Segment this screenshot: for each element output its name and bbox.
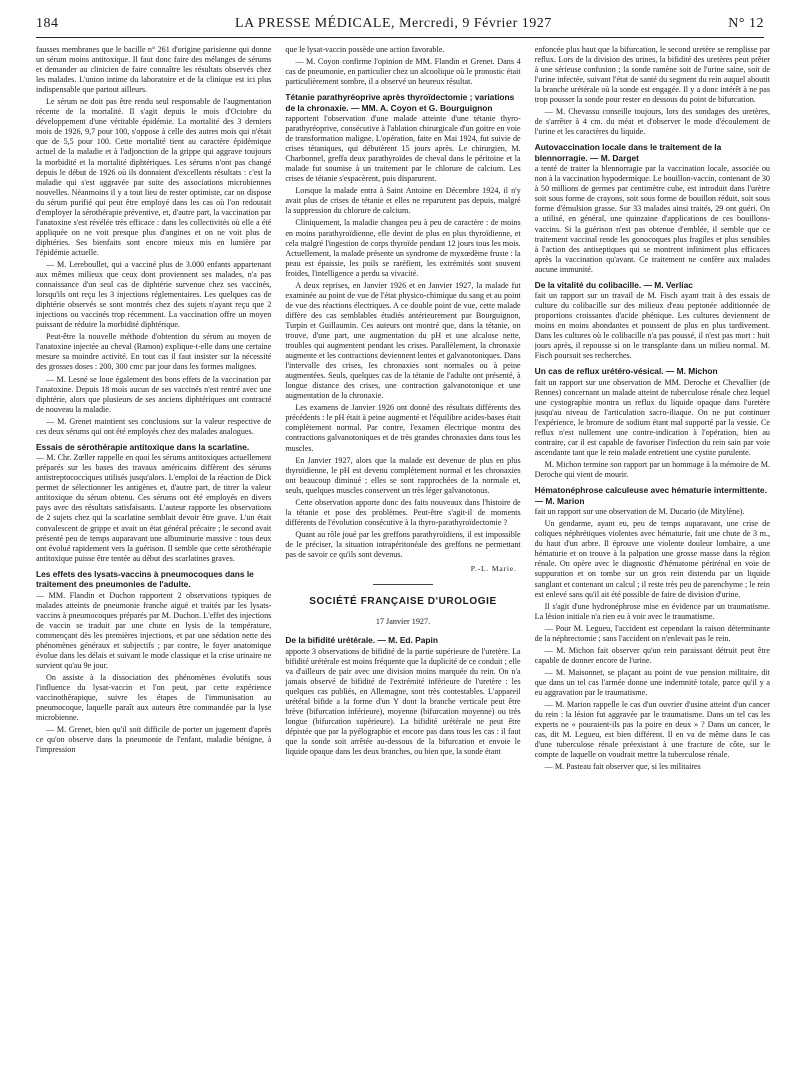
- paragraph: que le lysat-vaccin possède une action favorable.: [285, 45, 445, 54]
- paragraph: — M. Marion rappelle le cas d'un ouvrier d'usine atteint d'un cancer du rein : la lésion fut aggravée par le traumatisme. Dans un tel cas les experts ne « pouraient-ils pas la poire en deux » ? Dans un cancer, le cas, dit M. Legueu, est bien différent. Il en va de même dans le cas d'une tuberculose rénale préexistant à une fracture de côte, sur le compte de laquelle on voudrait mettre la tuberculose rénale.: [534, 700, 770, 760]
- paragraph: — M. Michon fait observer qu'un rein paraissant détruit peut être capable de donner encore de l'urine.: [534, 645, 770, 665]
- paragraph: fait un rapport sur une observation de M. Ducario (de Mitylène).: [534, 507, 745, 517]
- issue-date: Mercredi, 9 Février 1927: [399, 16, 552, 31]
- section-heading: Tétanie parathyréoprive après thyroïdectomie ; variations de la chronaxie. — MM. A. Coyon et G. Bourguignon: [285, 92, 515, 113]
- paragraph: En Janvier 1927, alors que la malade est devenue de plus en plus thyroïdienne, le pH est devenu complètement normal et les chronaxies ont beaucoup diminué ; elles se sont rapprochées de la normale et, seuls, quelques muscles conservent un très léger galvanotonus.: [285, 455, 521, 495]
- column-2: [285, 45, 520, 1070]
- session-date: 17 Janvier 1927.: [375, 617, 431, 627]
- paragraph: Cette observation apporte donc des faits nouveaux dans l'histoire de la tétanie et pose des problèmes. Peut-être s'agit-il de moments différents de l'évolution consécutive à la thyro-parathyroïdectomie ?: [285, 497, 521, 527]
- paragraph: apporte 3 observations de bifidité de la partie supérieure de l'uretère. La bifidité urétérale est moins fréquente que la duplicité de ce conduit ; elle va d'ailleurs de pair avec une division moins marquée du rein. On n'a jamais observé de bifidité de l'extrémité inférieure de l'uretère : les quelques cas publiés, en Allemagne, sont très contestables. L'appareil urétéral bifide a la forme d'un Y dont la branche verticale peut être brève (bifurcation inférieure), moyenne (bifurcation moyenne) ou très longue (bifurcation supérieure). La bifidité urétérale ne peut être dépistée que par la pyélographie et encore pas dans tous les cas : il faut que la sonde soit arrêtée au-dessous de la bifurcation et envoie le liquide opaque dans les deux branches, ou bien que, la sonde étant: [285, 646, 521, 757]
- paragraph: Peut-être la nouvelle méthode d'obtention du sérum au moyen de l'anatoxine injectée au cheval (Ramon) explique-t-elle dans une certaine mesure sa moindre activité. En tout cas il faut insister sur la nécessité des grosses doses : 200, 300 cmc par jour dans les formes malignes.: [36, 332, 272, 372]
- paragraph: fausses membranes que le bacille n° 261 d'origine parisienne qui donne un sérum moins antitoxique. Il faut donc faire des mélanges de sérums et demander au clinicien de faire connaître les résultats observés chez les malades. L'union intime du laboratoire et de la clinique est ici plus indispensable que partout ailleurs.: [36, 45, 272, 95]
- section-heading: De la vitalité du colibacille. — M. Verliac: [534, 279, 693, 290]
- paragraph: M. Michon termine son rapport par un hommage à la mémoire de M. Deroche qui vient de mourir.: [534, 460, 770, 480]
- paragraph: enfoncée plus haut que la bifurcation, le second uretère se remplisse par reflux. Lors de la division des urines, la bifidité des uretères peut prêter à une sérieuse confusion ; la sonde ramène soit de l'urine saine, soit de l'urine infectée, suivant l'état de santé du segment du rein auquel aboutit la branche urétérale où la sonde est engagée. Il y a donc intérêt à ne pas trop pousser la sonde pour rester en dessous du point de bifurcation.: [534, 45, 770, 105]
- paragraph: On assiste à la dissociation des phénomènes évolutifs sous l'influence du lysat-vaccin et l'on peut, par cette expérience vaccinothérapique, suivre les étapes de l'immunisation au pneumocoque, laquelle paraît aux auteurs être commandée par la lyse microbienne.: [36, 672, 272, 723]
- issue-number: N° 12: [728, 16, 764, 31]
- paragraph: Le sérum ne doit pas être rendu seul responsable de l'augmentation récente de la mortalité. Il s'agit depuis le mois d'Octobre du développement d'une véritable épidémie. La mortalité des 3 derniers mois de 1926, 9,7 pour 100, s'oppose à celle des autres mois qui n'était que de 5,5 pour 100. Cette mortalité tient au caractère épidémique actuel de la maladie et à l'adjonction de la grippe qui aggrave toujours la morbidité et la mortalité diphtériques. Les sérums n'ont pas changé depuis le début de 1926 où ils donnaient d'excellents résultats : c'est la maladie qui s'est aggravée par suite des associations microbiennes nouvelles. Néanmoins il y a tout lieu de rester optimiste, car on dispose du sérum purifié qui peut être employé dans les cas où l'on redoutait d'employer la sérothérapie préventive, et, d'autre part, la vaccination par l'anatoxine s'est révélée très efficace : dans les collectivités où elle a été appliquée on ne voit presque plus d'angines et on ne voit plus de diphtéries. Ses bienfaits sont encore mieux mis en lumière par l'épidémie actuelle.: [36, 97, 272, 257]
- paragraph: — M. Maisonnet, se plaçant au point de vue pension militaire, dit que dans un tel cas l'armée donne une indemnité totale, parce qu'il y a eu aggravation par le traumatisme.: [534, 667, 770, 697]
- society-title: SOCIÉTÉ FRANÇAISE D'UROLOGIE: [309, 596, 497, 608]
- paragraph: — M. Chevassu conseille toujours, lors des sondages des uretères, de s'arrêter à 4 cm. du méat et d'observer le mode d'écoulement de l'urine et les caractères du liquide.: [534, 107, 770, 137]
- paragraph: Il s'agit d'une hydronéphrose mise en évidence par un traumatisme. La lésion initiale n'a rien eu à voir avec le traumatisme.: [534, 601, 770, 621]
- paragraph: — M. Pasteau fait observer que, si les militaires: [544, 762, 701, 772]
- section-heading: De la bifidité urétérale. — M. Ed. Papin: [285, 635, 438, 646]
- paragraph: A deux reprises, en Janvier 1926 et en Janvier 1927, la malade fut examinée au point de vue de l'état physico-chimique du sang et au point de vue des réactions électriques. A ce double point de vue, cette malade diffère des cas semblables étudiés antérieurement par Bourguignon, Turpin et Guillaumin. Ces auteurs ont montré que, dans la tétanie, on trouve, d'une part, une augmentation du pH et une alcalose nette, troubles qui augmentent pendant les crises. Parallèlement, la chronaxie augmente et les contractions deviennent lentes et galvanotoniques. Dans l'intervalle des crises, les chronaxies sont normales ou à peine augmentées. Seuls, quelques cas de la tétanie de l'adulte ont présenté, à longue distance des crises, une contraction galvanotonique et une augmentation de la chronaxie.: [285, 280, 521, 401]
- column-3: [535, 45, 770, 1070]
- paragraph: — M. Grenet, bien qu'il soit difficile de porter un jugement d'après ce qu'on observe dans la pneumonie de l'enfant, maladie bénigne, à l'impression: [36, 725, 272, 755]
- paragraph: — MM. Flandin et Duchon rapportent 2 observations typiques de malades atteints de pneumonie franche aiguë et traités par les lysats-vaccins à pneumocoques préparés par M. Duchon. L'effet des injections de vaccin se traduit par une chute en lysis de la température, commençant dès les premières injections, et par une sédation nette des phénomènes généraux et subjectifs ; par contre, le foyer anatomique évolue dans les délais et suivant le mode classique et la crise urinaire ne survient qu'au 9e jour.: [36, 590, 272, 670]
- paragraph: Les examens de Janvier 1926 ont donné des résultats différents des précédents : le pH était à peine augmenté et l'équilibre acides-bases était complètement normal. Par contre, l'examen électrique montra des contractions galvanotoniques et de très grandes chronaxies dans tous les muscles.: [285, 403, 521, 453]
- paragraph: — M. Lesné se loue également des bons effets de la vaccination par l'anatoxine. Depuis 18 mois aucun de ses vaccinés n'est rentré avec une diphtérie, alors que plusieurs de ses anciens diphtériques ont contracté de nouveau la maladie.: [36, 374, 272, 414]
- paragraph: Un gendarme, ayant eu, peu de temps auparavant, une crise de coliques néphrétiques violentes avec hématurie, fait une chute de 3 m., du haut d'un arbre. Il éprouve une violente douleur lombaire, a une hématurie et on trouve à la palpation une grosse masse dans la région rénale. On opère avec le diagnostic d'hématome périrénal en voie de suppuration et on tombe sur un gros rein distendu par un liquide sanglant et contenant un calcul ; il reste très peu de parenchyme ; le rein est enlevé sans qu'il ait été possible de faire de division d'urine.: [534, 519, 770, 599]
- paragraph: rapportent l'observation d'une malade atteinte d'une tétanie thyro-parathyréoprive, consécutive à l'ablation chirurgicale d'un goitre en voie de transformation maligne. L'opération, faite en Mai 1924, fut suivie de crises tétaniques, qui débutèrent 15 jours après. Le chirurgien, M. Charbonnel, greffa deux parathyroïdes de cheval dans le péritoine et la malade fut soumise à un traitement par le chlorure de calcium. Les crises de tétanie s'espacèrent, puis disparurent.: [285, 114, 521, 184]
- paragraph: Cliniquement, la maladie changea peu à peu de caractère : de moins en moins parathyroïdienne, elle devint de plus en plus thyroïdienne, et cela malgré l'ingestion de corps thyroïde pendant 12 jours tous les mois. Actuellement, la malade présente un syndrome de myxœdème fruste : la peau est épaissie, les poils se raréfient, les extrémités sont souvent froides, l'intelligence a perdu sa vivacité.: [285, 218, 521, 278]
- paragraph: fait un rapport sur un travail de M. Fisch ayant trait à des essais de culture du colibacille sur des milieux d'eau peptonée additionnée de proportions croissantes d'acide phénique. Les cultures deviennent de moins en moins abondantes et poussent de plus en plus tardivement. Dans les cultures où le colibacille n'a pas poussé, il n'est pas mort : huit jours après, il repousse si on le transplante dans un milieu normal. M. Fisch poursuit ses recherches.: [534, 291, 770, 361]
- paragraph: — Pour M. Legueu, l'accident est cependant la raison déterminante de la néphrectomie ; sans l'accident on n'enlevait pas le rein.: [534, 623, 770, 643]
- paragraph: fait un rapport sur une observation de MM. Deroche et Chevallier (de Rennes) concernant un malade atteint de tuberculose rénale chez lequel une cystographie montra un reflux du liquide opaque dans l'uretère jusqu'au niveau de l'articulation sacro-iliaque. On ne put continuer l'expérience, le bromure de sodium étant mal supporté par la vessie. Ce reflux n'est nullement une contre-indication à l'opération, bien au contraire, car il est capable de favoriser l'infection du rein sain par voie ascendante tant que le rein malade entretient une cystite purulente.: [534, 377, 770, 458]
- paragraph: — M. Chr. Zœller rappelle en quoi les sérums antitoxiques actuellement préparés sur les bases des travaux américains diffèrent des sérums antistreptococciques utilisés jusqu'alors. L'emploi de la réaction de Dick permet de sélectionner les antigènes et, d'autre part, de titrer la valeur antitoxique du sérum obtenu. Ces sérums ont été employés en divers pays avec des résultats satisfaisants. L'auteur rapporte les observations de 2 sujets chez qui la scarlatine semblait devoir être grave. L'un était convalescent de grippe et avait un état général précaire ; le second avait présenté peu de temps auparavant une albuminurie massive : tous deux ont évolué rapidement vers la guérison. Il semble que cette sérothérapie antitoxique puisse être tentée au début des scarlatines graves.: [36, 453, 272, 563]
- paragraph: Quant au rôle joué par les greffons parathyroïdiens, il est impossible de le préciser, la situation intrapéritonéale des greffons ne permettant pas de savoir ce qu'ils sont devenus.: [285, 529, 521, 559]
- column-1: [36, 45, 271, 1070]
- paragraph: — M. Coyon confirme l'opinion de MM. Flandin et Grenet. Dans 4 cas de pneumonie, en particulier chez un alcoolique où le pronostic était particulièrement sombre, il a observé un heureux résultat.: [285, 57, 521, 87]
- section-heading: Hématonéphrose calculeuse avec hématurie intermittente. — M. Marion: [534, 485, 767, 506]
- journal-name: LA PRESSE MÉDICALE,: [235, 16, 396, 31]
- section-divider: [373, 584, 433, 585]
- section-heading: Autovaccination locale dans le traitement de la blennorragie. — M. Darget: [534, 142, 722, 163]
- journal-title: [59, 16, 729, 32]
- header-rule: [36, 37, 764, 38]
- paragraph: a tenté de traiter la blennorragie par la vaccination locale, associée ou non à la vaccination hypodermique. Le bouillon-vaccin, contenant de 30 à 50 millions de germes par centimètre cube, est introduit dans l'urètre soit sous forme de crayons, soit sous forme de bouillon réduit, soit sous forme d'émulsion grasse. Sur 33 malades ainsi traités, 29 ont guéri. On a utilisé, en général, une quinzaine d'applications de ces bouillons-vaccins. Si la guérison n'est pas obtenue d'emblée, il semble que ce traitement vaccinal rende les gonocoques plus fragiles et plus sensibles à l'action des antiseptiques qui se montrent infiniment plus efficaces après la vaccination qu'avant. Ce traitement ne confère aux malades aucune immunité.: [534, 164, 770, 274]
- page-number: 184: [36, 16, 59, 31]
- page-header: [36, 16, 764, 36]
- section-heading: Les effets des lysats-vaccins à pneumocoques dans le traitement des pneumonies de l'adulte.: [36, 568, 254, 590]
- section-heading: Un cas de reflux urétéro-vésical. — M. Michon: [534, 366, 718, 377]
- paragraph: — M. Grenet maintient ses conclusions sur la valeur respective de ces deux sérums qui ont été employés chez des malades analogues.: [36, 416, 272, 436]
- article-columns: [36, 45, 770, 1070]
- author-signature: P.-L. Marie.: [470, 564, 517, 574]
- paragraph: Lorsque la malade entra à Saint Antoine en Décembre 1924, il n'y avait plus de crises de tétanie et elles ne reparurent pas depuis, malgré la suppression du chlorure de calcium.: [285, 186, 521, 216]
- section-heading: Essais de sérothérapie antitoxique dans la scarlatine.: [36, 441, 250, 452]
- paragraph: — M. Lereboullet, qui a vacciné plus de 3.000 enfants appartenant aux mêmes milieux que ceux dont proviennent ses malades, n'a pas connaissance d'un seul cas de diphtérie survenue chez ses vaccinés, lorsqu'ils ont reçu les 3 injections réglementaires. Les quelques cas de diphtérie observés se sont montrés chez des sujets n'ayant reçu que 2 injections ou vaccinés trop récemment. La vaccination offre un moyen puissant de réduire la morbidité diphtérique.: [36, 259, 272, 330]
